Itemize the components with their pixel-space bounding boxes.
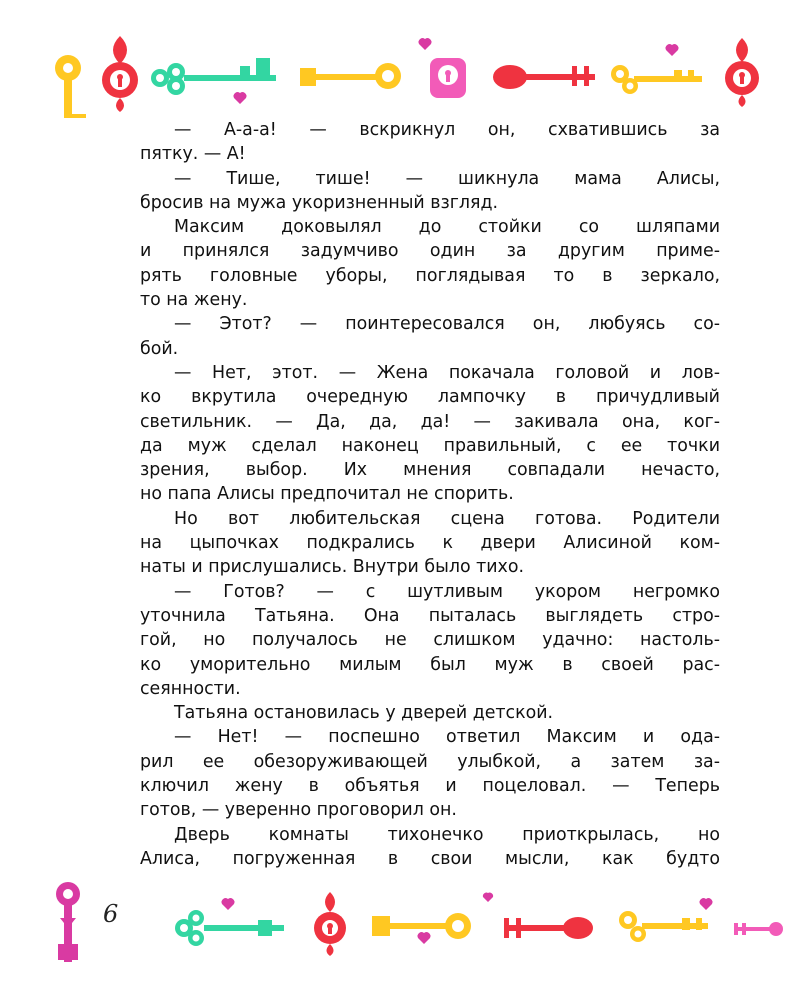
text-line: на цыпочках подкрались к двери Алисиной ком- [140,533,720,554]
text-line: Максим доковылял до стойки со шляпами [174,217,720,238]
page-number: 6 [103,900,119,928]
text-line: да муж сделал наконец правильный, с ее точки [140,435,720,456]
text-line: — Готов? — с шутливым укором негромко [174,581,720,602]
red-lock-icon [102,36,138,112]
text-line: ключил жену в объятья и поцеловал. — Теперь [140,776,720,797]
text-line: — Нет! — поспешно ответил Максим и ода- [174,727,720,748]
text-line: светильник. — Да, да, да! — закивала она, ког- [140,411,720,432]
page-body-text [140,118,720,871]
heart-icon [666,44,679,56]
heart-icon [483,893,493,902]
heart-icon [234,92,247,104]
text-line: готов, — уверенно проговорил он. [140,800,457,821]
pink-key-icon [734,922,783,936]
text-line: сеянности. [140,678,241,699]
bottom-decorative-border [0,880,800,970]
text-line: Алиса, погруженная в свои мысли, как будто [140,848,720,869]
text-line: — А-а-а! — вскрикнул он, схватившись за [174,120,720,140]
text-line: Но вот любительская сцена готова. Родители [174,508,720,529]
text-line: рил ее обезоруживающей улыбкой, а затем за- [140,751,720,772]
yellow-key-icon [619,911,708,942]
text-line: зрения, выбор. Их мнения совпадали нечасто, [140,460,720,481]
text-line: ко вкрутила очередную лампочку в причудливый [140,387,720,408]
text-line: Дверь комнаты тихонечко приоткрылась, но [174,824,720,845]
magenta-key-icon [56,882,80,962]
text-line: и принялся задумчиво один за другим приме- [140,241,720,262]
heart-icon [418,932,431,944]
text-line: рять головные уборы, поглядывая то в зеркало, [140,265,720,286]
red-lock-icon [314,892,346,956]
text-line: ко уморительно милым был муж в своей рас- [140,654,720,675]
heart-icon [419,38,432,50]
green-key-icon [151,58,276,95]
green-key-icon [175,910,284,946]
text-line: наты и прислушались. Внутри было тихо. [140,557,525,578]
text-line: но папа Алисы предпочитал не спорить. [140,484,514,505]
yellow-key-icon [611,65,702,94]
text-line: — Тише, тише! — шикнула мама Алисы, [174,168,720,189]
text-line: пятку. — А! [140,144,246,165]
red-key-icon [504,917,593,939]
heart-icon [700,898,713,910]
yellow-key-icon [55,55,86,118]
text-line: Татьяна остановилась у дверей детской. [174,703,554,724]
text-line: уточнила Татьяна. Она пыталась выглядеть стро- [140,605,720,626]
red-key-icon [493,65,595,89]
text-line: бросив на мужа укоризненный взгляд. [140,192,499,213]
text-line: бой. [140,338,179,359]
text-line: гой, но получалось не слишком удачно: настоль- [140,630,720,651]
text-line: — Этот? — поинтересовался он, любуясь со- [174,314,720,335]
red-lock-icon [725,38,759,107]
yellow-key-icon [300,63,401,89]
pink-lock-icon [430,58,466,98]
heart-icon [222,898,235,910]
top-decorative-border [0,28,800,118]
text-line: то на жену. [140,290,248,311]
text-line: — Нет, этот. — Жена покачала головой и лов- [174,362,720,383]
